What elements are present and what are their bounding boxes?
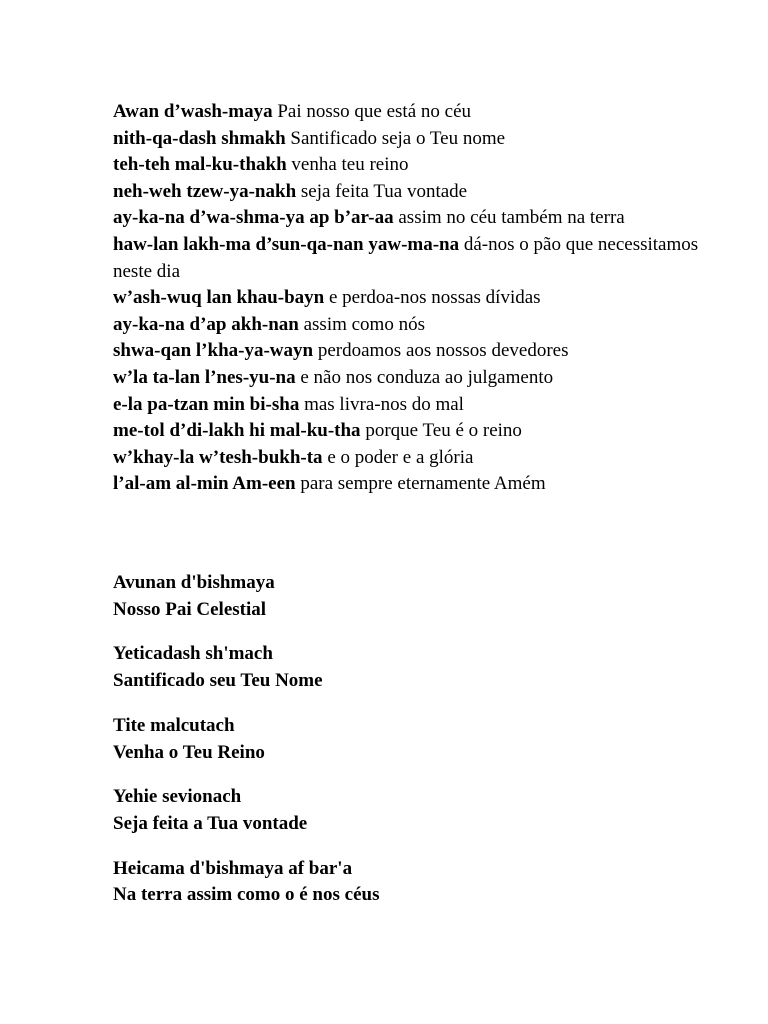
portuguese-text: e perdoa-nos nossas dívidas	[328, 287, 541, 309]
aramaic-text: ay-ka-na d’ap akh-nan	[113, 313, 299, 335]
aramaic-text: haw-lan lakh-ma d’sun-qa-nan yaw-ma-na	[113, 233, 460, 255]
aramaic-text: nith-qa-dash shmakh	[113, 127, 286, 149]
portuguese-text: Pai nosso que está no céu	[277, 101, 471, 122]
stanza-aramaic-line: Avunan d'bishmaya	[113, 572, 275, 593]
prayer-line	[113, 99, 713, 126]
portuguese-text: e o poder e a glória	[327, 446, 474, 468]
stanza-portuguese-line: Na terra assim como o é nos céus	[113, 884, 380, 906]
stanza-aramaic-line: Yeticadash sh'mach	[113, 643, 273, 665]
stanza-portuguese-line: Nosso Pai Celestial	[113, 598, 267, 620]
stanza-section	[113, 570, 713, 927]
stanza-portuguese-line: Venha o Teu Reino	[113, 741, 265, 763]
aramaic-text: Awan d’wash-maya	[113, 101, 273, 122]
portuguese-text: seja feita Tua vontade	[300, 180, 468, 202]
prayer-line	[113, 205, 713, 232]
stanza	[113, 856, 713, 910]
portuguese-text: venha teu reino	[291, 154, 409, 176]
prayer-line	[113, 285, 713, 312]
portuguese-text: perdoamos aos nossos devedores	[317, 340, 569, 362]
stanza	[113, 784, 713, 838]
aramaic-text: me-tol d’di-lakh hi mal-ku-tha	[113, 420, 361, 442]
stanza-aramaic-line: Tite malcutach	[113, 714, 235, 736]
portuguese-text: mas livra-nos do mal	[304, 393, 464, 415]
portuguese-text: para sempre eternamente Amém	[300, 473, 546, 495]
aramaic-text: w’khay-la w’tesh-bukh-ta	[113, 446, 323, 468]
aramaic-text: e-la pa-tzan min bi-sha	[113, 393, 300, 415]
aramaic-text: w’ash-wuq lan khau-bayn	[113, 287, 325, 309]
portuguese-text: porque Teu é o reino	[365, 420, 522, 442]
portuguese-text: assim como nós	[303, 313, 425, 335]
prayer-line	[113, 471, 713, 498]
portuguese-text: Santificado seja o Teu nome	[290, 127, 506, 149]
prayer-line	[113, 312, 713, 339]
stanza	[113, 570, 713, 624]
stanza	[113, 641, 713, 695]
portuguese-text: assim no céu também na terra	[398, 207, 625, 229]
prayer-line	[113, 418, 713, 445]
stanza	[113, 713, 713, 767]
aramaic-text: teh-teh mal-ku-thakh	[113, 154, 287, 176]
aramaic-text: w’la ta-lan l’nes-yu-na	[113, 366, 296, 388]
stanza-portuguese-line: Seja feita a Tua vontade	[113, 812, 308, 834]
prayer-line	[113, 445, 713, 472]
aramaic-text: ay-ka-na d’wa-shma-ya ap b’ar-aa	[113, 207, 394, 229]
bilingual-prayer	[113, 99, 713, 498]
prayer-line	[113, 338, 713, 365]
prayer-line	[113, 392, 713, 419]
prayer-line	[113, 365, 713, 392]
prayer-line	[113, 232, 713, 285]
aramaic-text: l’al-am al-min Am-een	[113, 473, 296, 495]
prayer-line	[113, 179, 713, 206]
stanza-aramaic-line: Yehie sevionach	[113, 786, 242, 808]
stanza-portuguese-line: Santificado seu Teu Nome	[113, 670, 323, 692]
prayer-line	[113, 126, 713, 153]
portuguese-text: dá-nos o pão que necessitamos neste dia	[113, 233, 699, 282]
prayer-line	[113, 152, 713, 179]
stanza-aramaic-line: Heicama d'bishmaya af bar'a	[113, 857, 353, 879]
aramaic-text: neh-weh tzew-ya-nakh	[113, 180, 297, 202]
aramaic-text: shwa-qan l’kha-ya-wayn	[113, 340, 314, 362]
portuguese-text: e não nos conduza ao julgamento	[300, 366, 554, 388]
